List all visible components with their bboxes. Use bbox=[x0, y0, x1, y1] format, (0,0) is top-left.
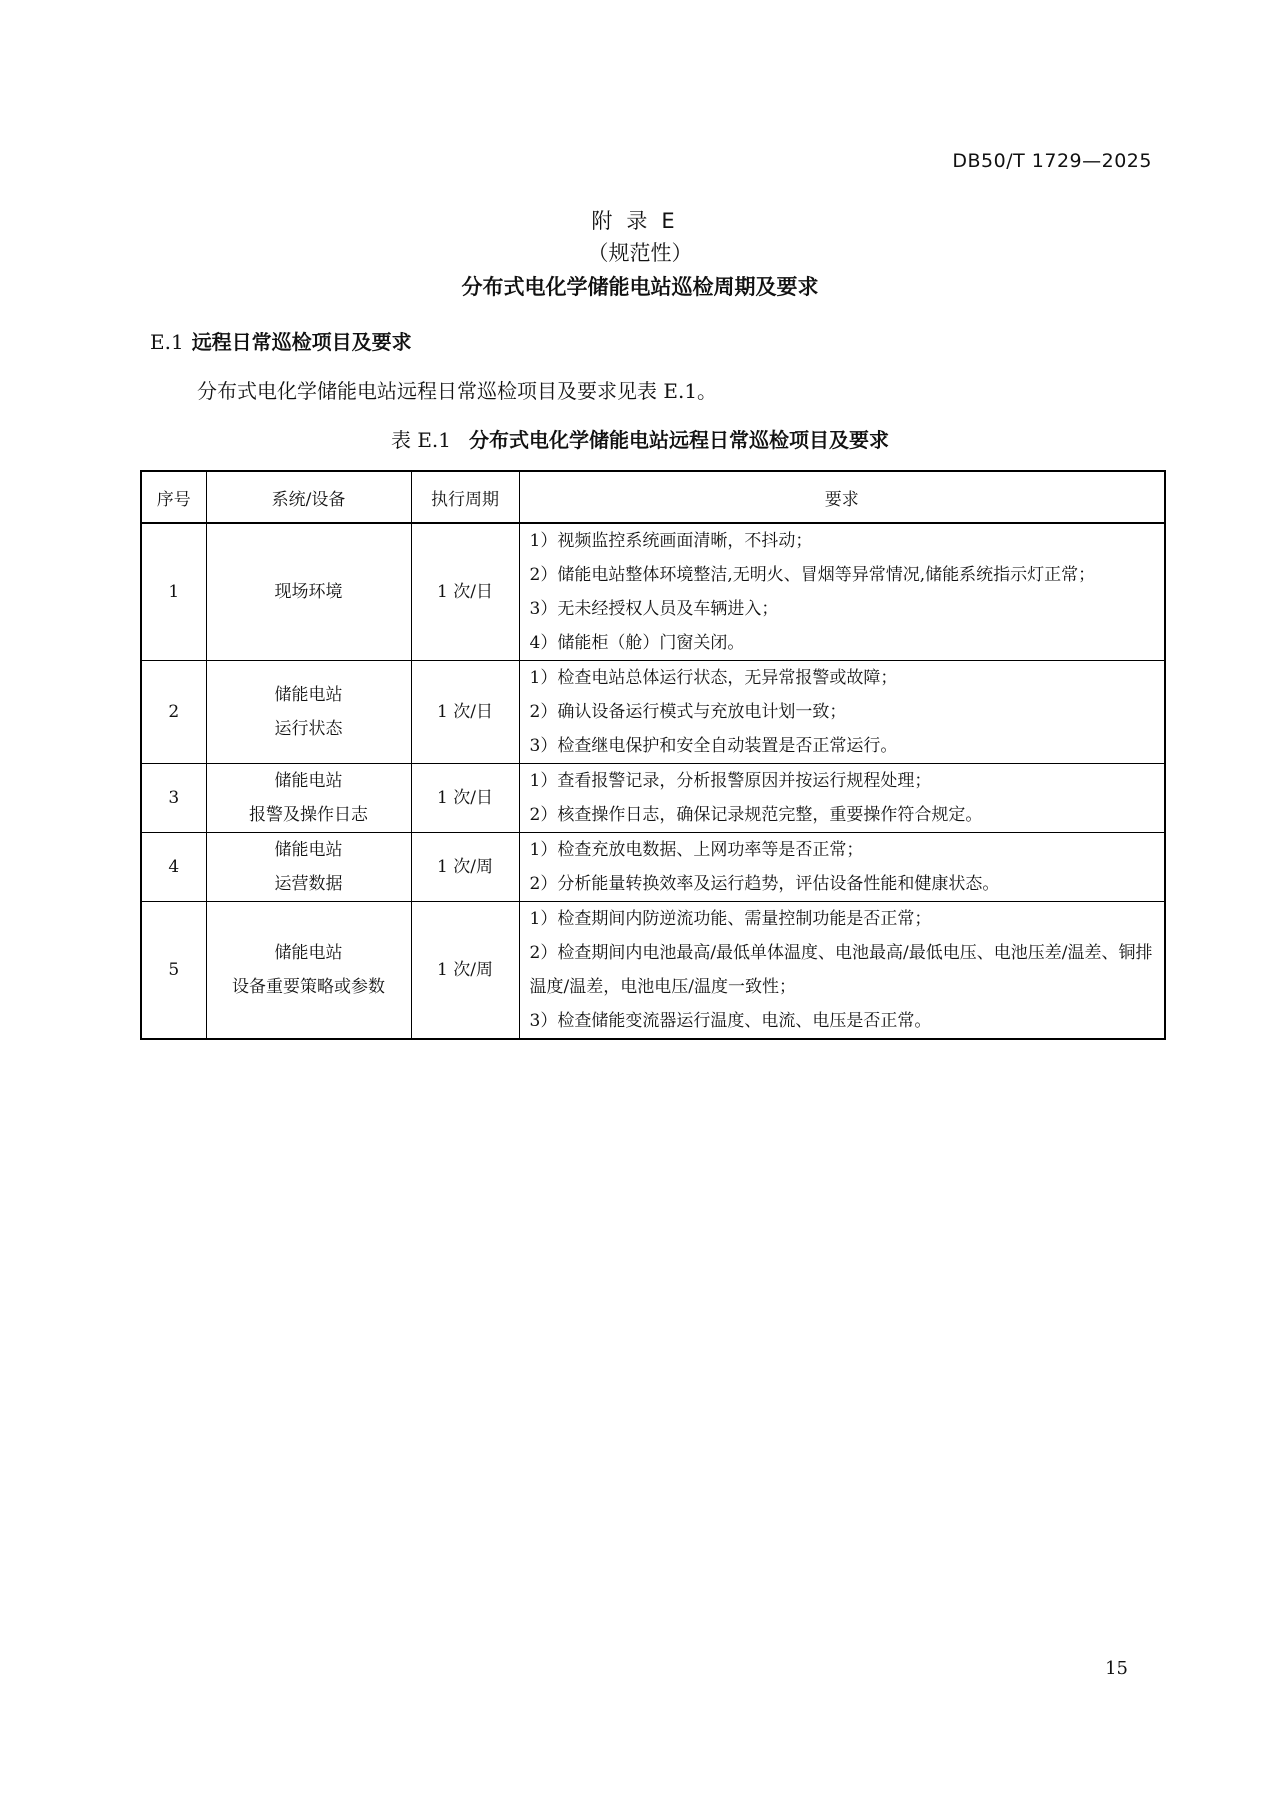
header-number: 序号 bbox=[141, 471, 206, 523]
requirement-item: 1）查看报警记录，分析报警原因并按运行规程处理； bbox=[529, 771, 932, 791]
document-code: DB50/T 1729—2025 bbox=[952, 150, 1152, 172]
row-requirements bbox=[519, 523, 1165, 661]
row-system bbox=[206, 833, 411, 902]
system-line: 储能电站 bbox=[274, 685, 343, 705]
row-requirements bbox=[519, 902, 1165, 1040]
table-header-row bbox=[141, 471, 1165, 523]
requirement-item: 1）检查期间内防逆流功能、需量控制功能是否正常； bbox=[529, 909, 932, 929]
system-line: 运行状态 bbox=[274, 719, 343, 739]
row-number: 4 bbox=[141, 833, 206, 902]
table-row bbox=[141, 833, 1165, 902]
appendix-nature: （规范性） bbox=[587, 241, 693, 265]
requirement-item: 2）检查期间内电池最高/最低单体温度、电池最高/最低电压、电池压差/温差、铜排温度/温差，电池电压/温度一致性； bbox=[529, 943, 1153, 997]
row-period: 1 次/周 bbox=[411, 833, 519, 902]
row-system bbox=[206, 661, 411, 764]
row-period: 1 次/日 bbox=[411, 661, 519, 764]
system-line: 报警及操作日志 bbox=[249, 805, 368, 825]
table-caption bbox=[0, 424, 1280, 453]
requirement-item: 2）核查操作日志，确保记录规范完整，重要操作符合规定。 bbox=[529, 805, 983, 825]
section-heading bbox=[150, 326, 412, 355]
requirement-item: 2）确认设备运行模式与充放电计划一致； bbox=[529, 702, 847, 722]
requirement-item: 3）无未经授权人员及车辆进入； bbox=[529, 599, 779, 619]
row-requirements bbox=[519, 764, 1165, 833]
page-number: 15 bbox=[1105, 1658, 1128, 1679]
system-line: 运营数据 bbox=[274, 874, 343, 894]
row-number: 1 bbox=[141, 523, 206, 661]
requirement-item: 2）储能电站整体环境整洁,无明火、冒烟等异常情况,储能系统指示灯正常； bbox=[529, 565, 1096, 585]
row-period: 1 次/周 bbox=[411, 902, 519, 1040]
row-requirements bbox=[519, 661, 1165, 764]
system-line: 储能电站 bbox=[274, 840, 343, 860]
requirement-item: 1）检查充放电数据、上网功率等是否正常； bbox=[529, 840, 864, 860]
row-system bbox=[206, 902, 411, 1040]
table-row bbox=[141, 523, 1165, 661]
system-line: 储能电站 bbox=[274, 943, 343, 963]
table-row bbox=[141, 661, 1165, 764]
appendix-title: 附录E bbox=[591, 209, 689, 233]
inspection-table bbox=[140, 470, 1166, 1040]
requirement-item: 4）储能柜（舱）门窗关闭。 bbox=[529, 633, 745, 653]
requirement-item: 3）检查继电保护和安全自动装置是否正常运行。 bbox=[529, 736, 898, 756]
system-line: 储能电站 bbox=[274, 771, 343, 791]
system-line: 设备重要策略或参数 bbox=[232, 977, 385, 997]
row-period: 1 次/日 bbox=[411, 764, 519, 833]
header-requirements: 要求 bbox=[519, 471, 1165, 523]
section-title: 远程日常巡检项目及要求 bbox=[191, 330, 412, 354]
system-line: 现场环境 bbox=[274, 582, 343, 602]
row-number: 5 bbox=[141, 902, 206, 1040]
row-number: 2 bbox=[141, 661, 206, 764]
section-number: E.1 bbox=[150, 330, 184, 354]
row-number: 3 bbox=[141, 764, 206, 833]
requirement-item: 3）检查储能变流器运行温度、电流、电压是否正常。 bbox=[529, 1011, 932, 1031]
requirement-item: 1）检查电站总体运行状态，无异常报警或故障； bbox=[529, 668, 898, 688]
requirement-item: 2）分析能量转换效率及运行趋势，评估设备性能和健康状态。 bbox=[529, 874, 1000, 894]
appendix-name: 分布式电化学储能电站巡检周期及要求 bbox=[461, 275, 819, 299]
row-system bbox=[206, 764, 411, 833]
table-caption-number: 表 E.1 bbox=[390, 428, 452, 452]
requirement-item: 1）视频监控系统画面清晰，不抖动； bbox=[529, 531, 813, 551]
table-caption-title: 分布式电化学储能电站远程日常巡检项目及要求 bbox=[469, 428, 890, 452]
table-row bbox=[141, 764, 1165, 833]
body-paragraph: 分布式电化学储能电站远程日常巡检项目及要求见表 E.1。 bbox=[197, 379, 718, 403]
row-period: 1 次/日 bbox=[411, 523, 519, 661]
table-row bbox=[141, 902, 1165, 1040]
row-system bbox=[206, 523, 411, 661]
header-period: 执行周期 bbox=[411, 471, 519, 523]
row-requirements bbox=[519, 833, 1165, 902]
header-system: 系统/设备 bbox=[206, 471, 411, 523]
